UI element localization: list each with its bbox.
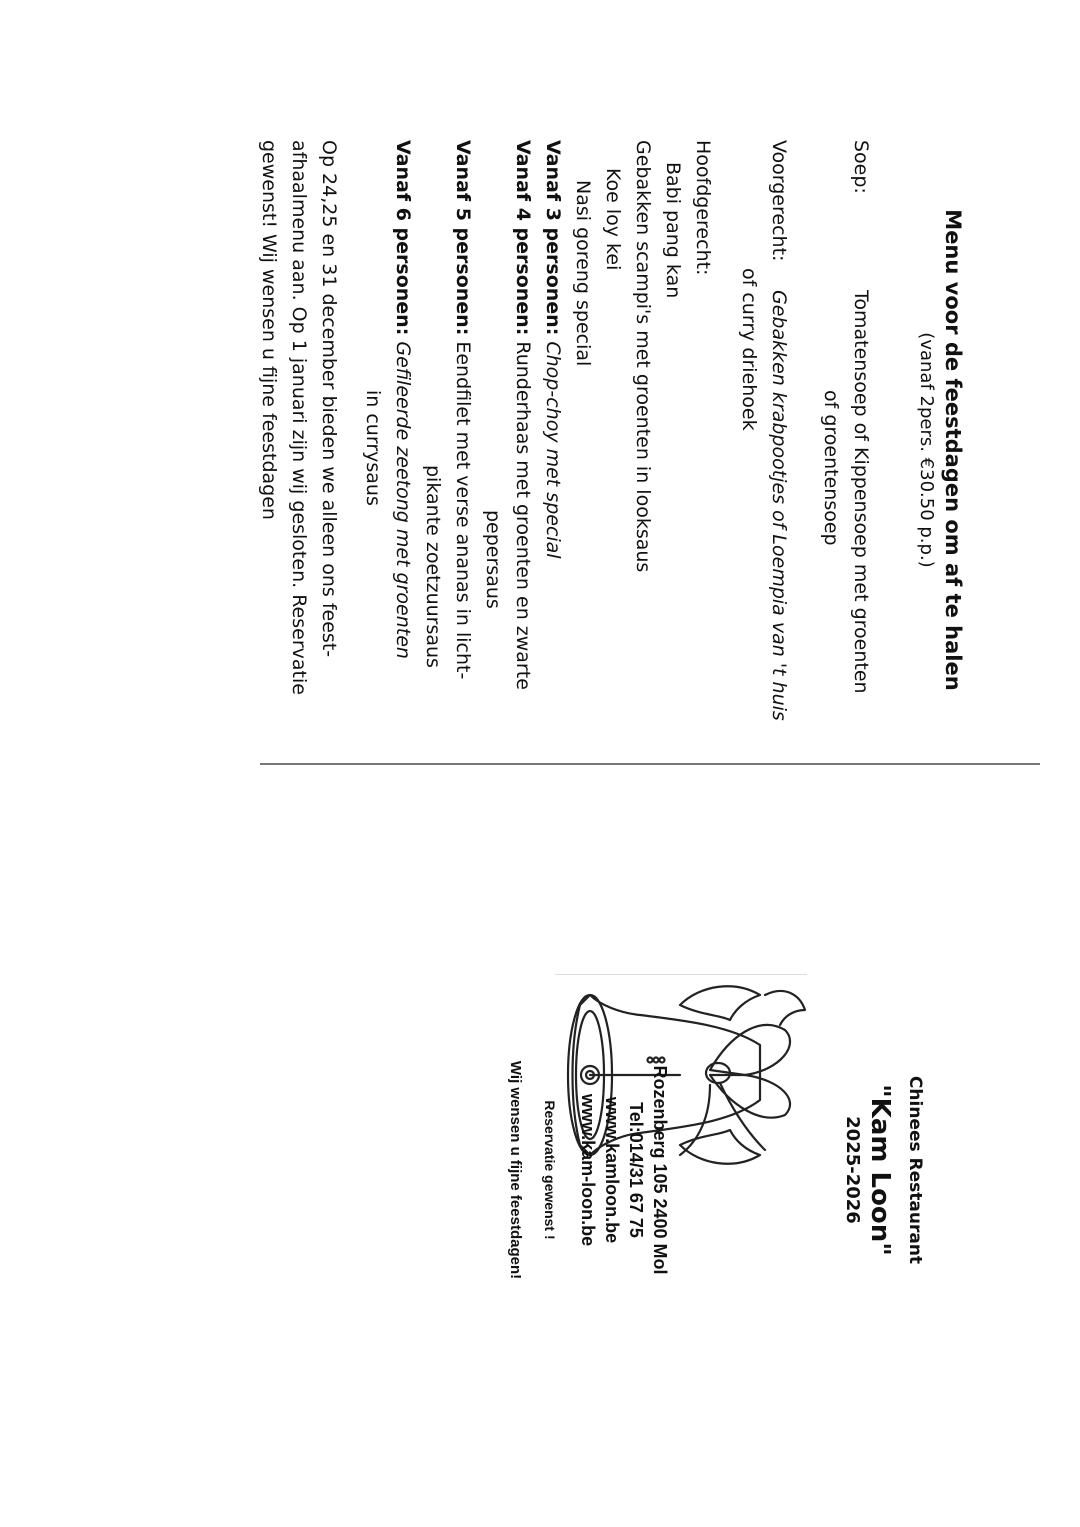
- soup-line-1: Tomatensoep of Kippensoep met groenten: [850, 290, 872, 694]
- menu-title: Menu voor de feestdagen om af te halen: [941, 209, 965, 691]
- cover-panel: [265, 1000, 925, 1340]
- soup-row: [816, 140, 876, 760]
- website-link[interactable]: www.kamloon.be: [602, 1096, 622, 1244]
- soup-label: Soep:: [850, 140, 872, 194]
- tier-3-label: Vanaf 3 personen:: [542, 140, 564, 336]
- season-years: 2025-2026: [842, 1116, 863, 1224]
- starter-row: [734, 140, 794, 760]
- note-line-3: gewenst! Wij wensen u fijne feestdagen: [258, 140, 280, 520]
- website-link-alt[interactable]: www.kam-loon.be: [578, 1093, 598, 1247]
- tier-5-label: Vanaf 5 personen:: [452, 140, 474, 336]
- main-item: Nasi goreng special: [572, 180, 594, 367]
- tier-3-text: Chop-choy met special: [542, 341, 564, 559]
- soup-text: [816, 290, 876, 760]
- reservation-note: Reservatie gewenst !: [542, 1100, 558, 1240]
- tier-5-line-1: Eendfilet met verse ananas in licht-: [452, 341, 474, 680]
- starter-text: [734, 268, 794, 760]
- tier-4-label: Vanaf 4 personen:: [512, 140, 534, 336]
- restaurant-kicker: Chinees Restaurant: [905, 1075, 925, 1265]
- holiday-wish: Wij wensen u fijne feestdagen!: [507, 1060, 524, 1280]
- tier-5-line-2: pikante zoetzuursaus: [422, 465, 444, 668]
- address: Rozenberg 105 2400 Mol: [650, 1065, 670, 1275]
- soup-line-2: of groentensoep: [820, 390, 842, 546]
- tier-3: [538, 140, 568, 760]
- starter-label: Voorgerecht:: [768, 140, 790, 262]
- tier-4: [478, 140, 538, 760]
- tier-5: [418, 140, 478, 760]
- main-item: Gebakken scampi's met groenten in looksaus: [632, 140, 654, 573]
- menu-panel: [255, 140, 1035, 760]
- note-line-1: Op 24,25 en 31 december bieden we alleen ons feest-: [318, 140, 340, 658]
- tier-6-label: Vanaf 6 personen:: [392, 140, 414, 336]
- restaurant-name: "Kam Loon": [865, 1084, 895, 1256]
- fold-divider: [260, 763, 1040, 765]
- tier-4-line-2: pepersaus: [482, 510, 504, 609]
- menu-subtitle: (vanaf 2pers. €30.50 p.p.): [916, 332, 937, 568]
- main-item: Koe loy kei: [602, 168, 624, 271]
- closing-note: [254, 140, 344, 760]
- starter-line-2: of curry driehoek: [738, 268, 760, 431]
- tier-4-line-1: Runderhaas met groenten en zwarte: [512, 341, 534, 690]
- phone: Tel:014/31 67 75: [626, 1102, 646, 1238]
- note-line-2: afhaalmenu aan. Op 1 januari zijn wij gesloten. Reservatie: [288, 140, 310, 695]
- main-item: Babi pang kan: [662, 162, 684, 299]
- main-label: Hoofdgerecht:: [692, 140, 714, 276]
- tier-6-line-2: in currysaus: [362, 390, 384, 506]
- tier-6-line-1: Gefileerde zeetong met groenten: [392, 341, 414, 659]
- starter-line-1: Gebakken krabpootjes of Loempia van 't huis: [768, 290, 790, 721]
- tier-6: [358, 140, 418, 760]
